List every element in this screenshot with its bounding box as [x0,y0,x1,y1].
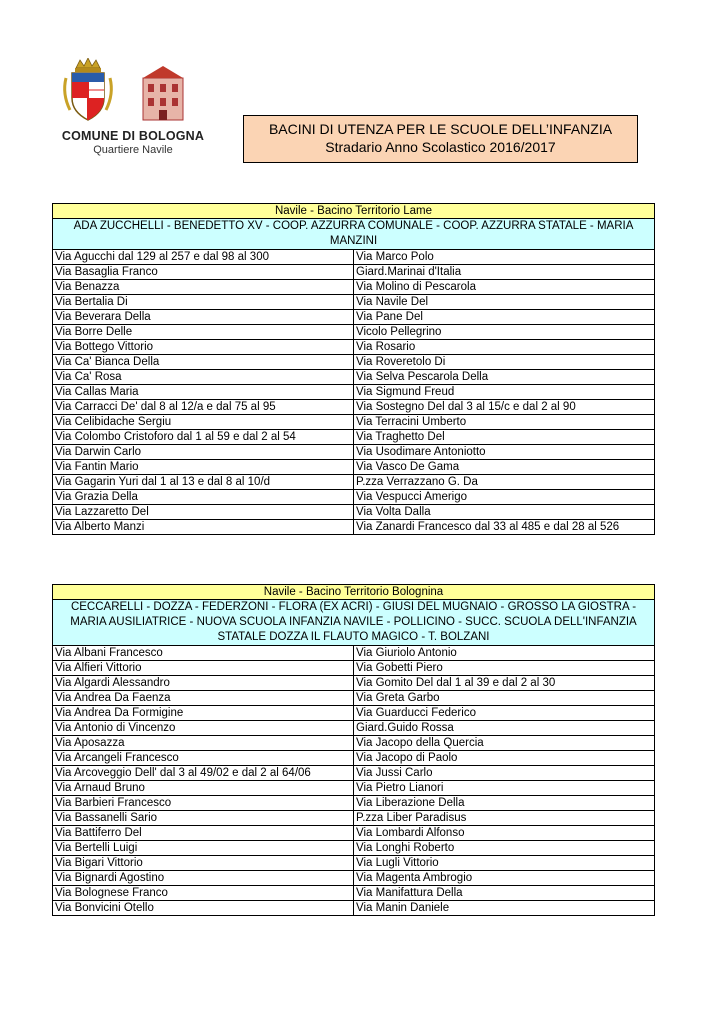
zone-header: Navile - Bacino Territorio Lame [53,204,655,219]
street-cell: Via Colombo Cristoforo dal 1 al 59 e dal 2 al 54 [53,430,354,445]
street-row [53,385,655,400]
street-cell: Via Alfieri Vittorio [53,661,354,676]
title-subtitle: Stradario Anno Scolastico 2016/2017 [325,139,556,155]
street-cell: Giard.Marinai d'Italia [354,265,655,280]
street-cell: Via Andrea Da Faenza [53,691,354,706]
street-row [53,901,655,916]
street-row [53,325,655,340]
street-cell: Via Grazia Della [53,490,354,505]
street-cell: Via Bigari Vittorio [53,856,354,871]
street-cell: Via Selva Pescarola Della [354,370,655,385]
street-cell: Via Albani Francesco [53,646,354,661]
street-cell: Via Fantin Mario [53,460,354,475]
zone-schools-list: CECCARELLI - DOZZA - FEDERZONI - FLORA (EX ACRI) - GIUSI DEL MUGNAIO - GROSSO LA GIOSTRA - MARIA AUSILIATRICE - NUOVA SCUOLA INFANZIA NAVILE - POLLICINO - SUCC. SCUOLA DELL'INFANZIA STATALE DOZZA IL FLAUTO MAGICO - T. BOLZANI [53,600,655,646]
street-row [53,661,655,676]
street-row [53,676,655,691]
street-cell: Via Manifattura Della [354,886,655,901]
street-row [53,691,655,706]
street-cell: Via Vespucci Amerigo [354,490,655,505]
street-row [53,505,655,520]
street-cell: Via Pane Del [354,310,655,325]
street-row [53,415,655,430]
street-cell: Via Beverara Della [53,310,354,325]
street-row [53,370,655,385]
street-row [53,280,655,295]
street-cell: Via Marco Polo [354,250,655,265]
street-cell: Via Bignardi Agostino [53,871,354,886]
title-main: BACINI DI UTENZA PER LE SCUOLE DELL’INFANZIA [268,121,613,137]
street-row [53,520,655,535]
street-cell: Via Celibidache Sergiu [53,415,354,430]
street-cell: Via Darwin Carlo [53,445,354,460]
street-cell: Via Magenta Ambrogio [354,871,655,886]
street-cell: Via Lugli Vittorio [354,856,655,871]
street-cell: Via Basaglia Franco [53,265,354,280]
street-row [53,841,655,856]
street-row [53,826,655,841]
street-row [53,706,655,721]
street-row [53,871,655,886]
street-cell: Via Bonvicini Otello [53,901,354,916]
street-cell: Via Gomito Del dal 1 al 39 e dal 2 al 30 [354,676,655,691]
street-row [53,355,655,370]
street-cell: Giard.Guido Rossa [354,721,655,736]
street-cell: Vicolo Pellegrino [354,325,655,340]
street-cell: Via Andrea Da Formigine [53,706,354,721]
street-row [53,751,655,766]
street-row [53,781,655,796]
street-cell: Via Navile Del [354,295,655,310]
street-row [53,646,655,661]
street-cell: P.zza Liber Paradisus [354,811,655,826]
street-row [53,721,655,736]
street-cell: Via Bertalia Di [53,295,354,310]
street-cell: Via Lazzaretto Del [53,505,354,520]
street-cell: Via Jacopo di Paolo [354,751,655,766]
street-cell: Via Guarducci Federico [354,706,655,721]
street-cell: Via Arnaud Bruno [53,781,354,796]
comune-di-bologna-logo [58,58,208,163]
street-cell: Via Callas Maria [53,385,354,400]
street-row [53,475,655,490]
street-cell: P.zza Verrazzano G. Da [354,475,655,490]
street-cell: Via Traghetto Del [354,430,655,445]
street-cell: Via Longhi Roberto [354,841,655,856]
street-cell: Via Bolognese Franco [53,886,354,901]
street-cell: Via Sigmund Freud [354,385,655,400]
street-cell: Via Battiferro Del [53,826,354,841]
street-cell: Via Arcoveggio Dell' dal 3 al 49/02 e dal 2 al 64/06 [53,766,354,781]
zone-table-lame [52,203,655,535]
street-row [53,490,655,505]
street-row [53,886,655,901]
street-cell: Via Algardi Alessandro [53,676,354,691]
street-row [53,445,655,460]
street-cell: Via Manin Daniele [354,901,655,916]
street-cell: Via Pietro Lianori [354,781,655,796]
street-row [53,340,655,355]
street-row [53,265,655,280]
street-row [53,811,655,826]
street-cell: Via Benazza [53,280,354,295]
street-cell: Via Terracini Umberto [354,415,655,430]
street-cell: Via Bassanelli Sario [53,811,354,826]
street-cell: Via Ca' Rosa [53,370,354,385]
street-cell: Via Rosario [354,340,655,355]
logo-org-name: COMUNE DI BOLOGNA [61,129,205,143]
street-cell: Via Arcangeli Francesco [53,751,354,766]
street-row [53,856,655,871]
street-cell: Via Liberazione Della [354,796,655,811]
street-row [53,430,655,445]
street-cell: Via Borre Delle [53,325,354,340]
street-cell: Via Bertelli Luigi [53,841,354,856]
street-row [53,796,655,811]
street-cell: Via Ca' Bianca Della [53,355,354,370]
street-cell: Via Agucchi dal 129 al 257 e dal 98 al 300 [53,250,354,265]
street-cell: Via Molino di Pescarola [354,280,655,295]
street-cell: Via Alberto Manzi [53,520,354,535]
zone-schools-list: ADA ZUCCHELLI - BENEDETTO XV - COOP. AZZURRA COMUNALE - COOP. AZZURRA STATALE - MARIA MANZINI [53,219,655,250]
city-crest-icon [58,58,208,130]
street-cell: Via Gobetti Piero [354,661,655,676]
street-cell: Via Zanardi Francesco dal 33 al 485 e dal 28 al 526 [354,520,655,535]
street-cell: Via Jacopo della Quercia [354,736,655,751]
document-title [243,115,638,163]
street-cell: Via Roveretolo Di [354,355,655,370]
street-cell: Via Barbieri Francesco [53,796,354,811]
street-cell: Via Greta Garbo [354,691,655,706]
street-cell: Via Vasco De Gama [354,460,655,475]
street-cell: Via Jussi Carlo [354,766,655,781]
street-row [53,310,655,325]
street-cell: Via Aposazza [53,736,354,751]
street-cell: Via Volta Dalla [354,505,655,520]
zone-table-bolognina [52,584,655,916]
street-cell: Via Gagarin Yuri dal 1 al 13 e dal 8 al 10/d [53,475,354,490]
zone-header: Navile - Bacino Territorio Bolognina [53,585,655,600]
street-row [53,766,655,781]
street-cell: Via Bottego Vittorio [53,340,354,355]
street-cell: Via Giuriolo Antonio [354,646,655,661]
street-cell: Via Lombardi Alfonso [354,826,655,841]
street-row [53,400,655,415]
street-row [53,460,655,475]
logo-district-name: Quartiere Navile [93,144,173,156]
street-row [53,736,655,751]
street-cell: Via Antonio di Vincenzo [53,721,354,736]
street-row [53,250,655,265]
street-cell: Via Sostegno Del dal 3 al 15/c e dal 2 al 90 [354,400,655,415]
street-cell: Via Usodimare Antoniotto [354,445,655,460]
street-row [53,295,655,310]
street-cell: Via Carracci De' dal 8 al 12/a e dal 75 al 95 [53,400,354,415]
